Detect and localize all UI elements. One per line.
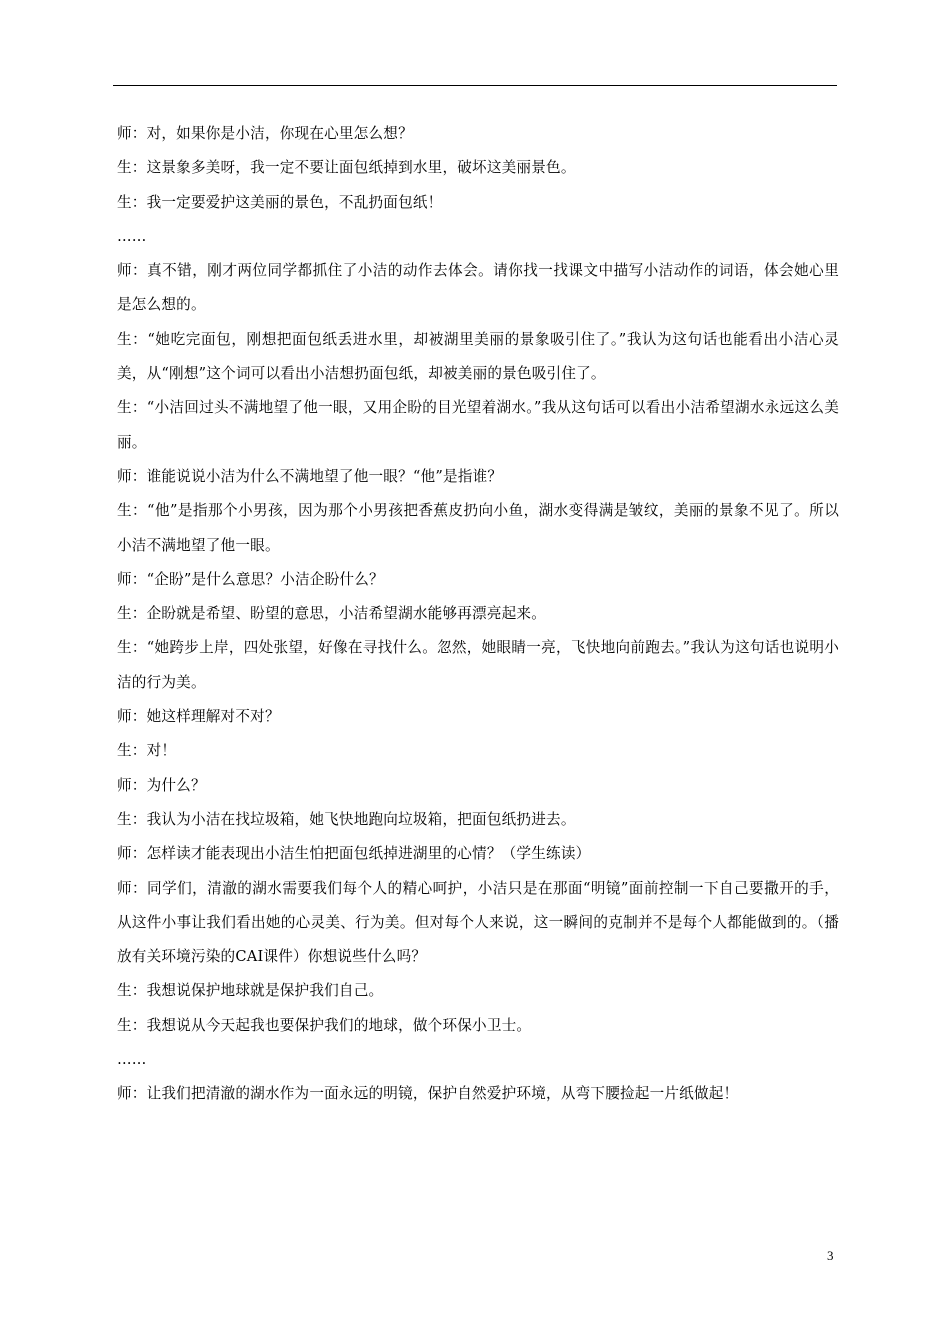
paragraph: 师：真不错，刚才两位同学都抓住了小洁的动作去体会。请你找一找课文中描写小洁动作的词语，体会她心里是怎么想的。 [117, 262, 839, 314]
paragraph: 师：“企盼”是什么意思？小洁企盼什么？ [117, 570, 384, 588]
paragraph: 生：我想说从今天起我也要保护我们的地球，做个环保小卫士。 [117, 1016, 532, 1034]
paragraph: 师：同学们，清澈的湖水需要我们每个人的精心呵护，小洁只是在那面“明镜”面前控制一下自己要撒开的手，从这件小事让我们看出她的心灵美、行为美。但对每个人来说，这一瞬间的克制并不是每个人都能做到的。（播放有关环境污染的CAI课件）你想说些什么吗？ [117, 879, 839, 966]
paragraph: 生：“他”是指那个小男孩，因为那个小男孩把香蕉皮扔向小鱼，湖水变得满是皱纹，美丽的景象不见了。所以小洁不满地望了他一眼。 [117, 502, 839, 554]
paragraph: 生：“她吃完面包，刚想把面包纸丢进水里，却被湖里美丽的景象吸引住了。”我认为这句话也能看出小洁心灵美，从“刚想”这个词可以看出小洁想扔面包纸，却被美丽的景色吸引住了。 [117, 330, 839, 383]
paragraph: 师：她这样理解对不对？ [117, 708, 280, 726]
header-rule [113, 85, 837, 86]
page-number: 3 [827, 1248, 834, 1263]
paragraph: 师：对，如果你是小洁，你现在心里怎么想？ [117, 125, 413, 142]
paragraph: 师：为什么？ [117, 776, 206, 794]
paragraph: 生：这景象多美呀，我一定不要让面包纸掉到水里，破坏这美丽景色。 [117, 159, 576, 177]
paragraph: 师：让我们把清澈的湖水作为一面永远的明镜，保护自然爱护环境，从弯下腰捡起一片纸做起！ [117, 1085, 739, 1103]
document-body [117, 117, 839, 1112]
paragraph: 师：谁能说说小洁为什么不满地望了他一眼？“他”是指谁？ [117, 467, 503, 485]
ellipsis-paragraph: …… [117, 1051, 147, 1069]
paragraph: 生：“小洁回过头不满地望了他一眼，又用企盼的目光望着湖水。”我从这句话可以看出小洁希望湖水永远这么美丽。 [117, 399, 839, 451]
paragraph: 生：我想说保护地球就是保护我们自己。 [117, 982, 384, 1000]
paragraph: 生：企盼就是希望、盼望的意思，小洁希望湖水能够再漂亮起来。 [117, 605, 547, 623]
paragraph: 生：“她跨步上岸，四处张望，好像在寻找什么。忽然，她眼睛一亮，飞快地向前跑去。”我认为这句话也说明小洁的行为美。 [117, 639, 839, 691]
paragraph: 师：怎样读才能表现出小洁生怕把面包纸掉进湖里的心情？（学生练读） [117, 845, 591, 863]
paragraph: 生：对！ [117, 742, 177, 760]
paragraph: 生：我认为小洁在找垃圾箱，她飞快地跑向垃圾箱，把面包纸扔进去。 [117, 810, 576, 828]
ellipsis-paragraph: …… [117, 227, 147, 245]
paragraph: 生：我一定要爱护这美丽的景色，不乱扔面包纸！ [117, 193, 443, 211]
